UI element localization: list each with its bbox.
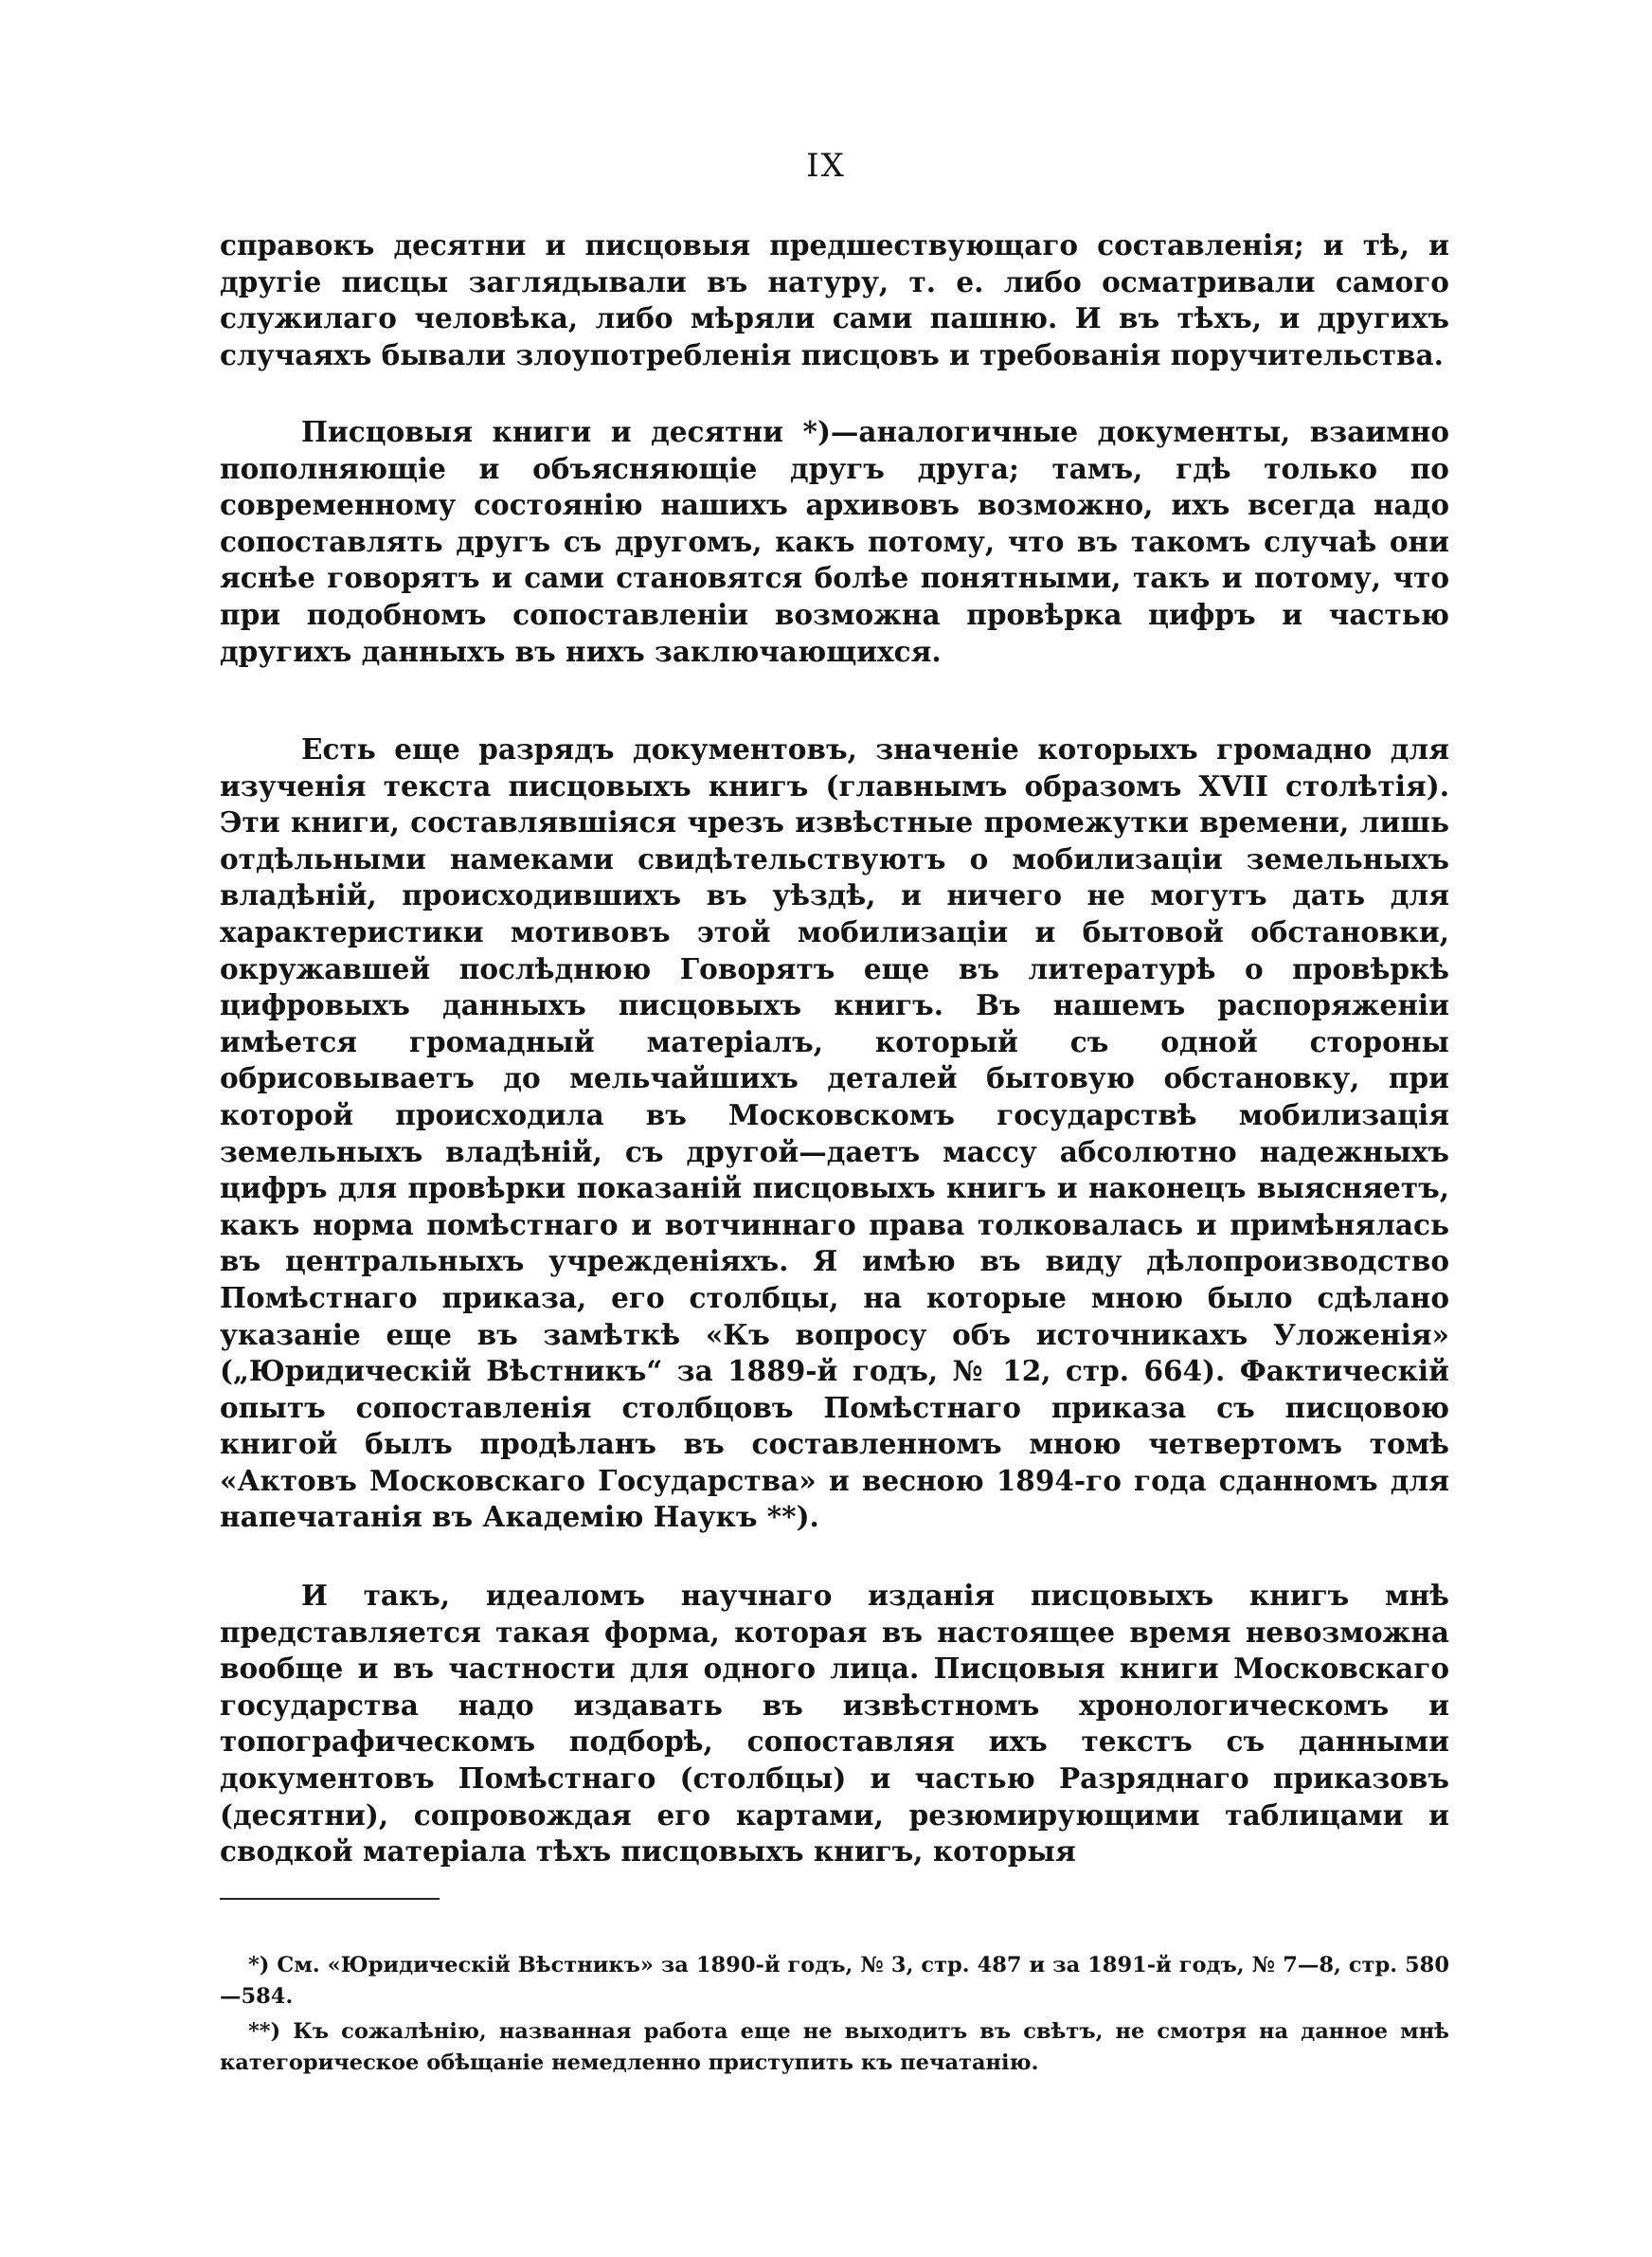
body-paragraph-4 <box>220 1578 1449 1870</box>
footnote-1 <box>220 1950 1449 2013</box>
paragraph-text: И такъ, идеаломъ научнаго изданія писцовыхъ книгъ мнѣ представляется такая форма, которая въ настоящее время невозможна вообще и въ частности для одного лица. Писцовыя книги Московскаго государства надо издавать въ извѣстномъ хронологическомъ и топографическомъ подборѣ, сопоставляя ихъ текстъ съ данными документовъ Помѣстнаго (столбцы) и частью Разряднаго приказовъ (десятни), сопровождая его картами, резюмирующими таблицами и сводкой матеріала тѣхъ писцовыхъ книгъ, которыя <box>220 1579 1449 1869</box>
footnote-marker: *) <box>248 1953 270 1977</box>
footnote-text: См. «Юридическій Вѣстникъ» за 1890-й годъ, № 3, стр. 487 и за 1891-й годъ, № 7—8, стр. 580—584. <box>220 1953 1449 2009</box>
page-number: IX <box>806 147 846 185</box>
paragraph-text: Есть еще разрядъ документовъ, значеніе которыхъ громадно для изученія текста писцовыхъ книгъ (главнымъ образомъ XVII столѣтія). Эти книги, составлявшіяся чрезъ извѣстные промежутки времени, лишь отдѣльными намеками свидѣтельствуютъ о мобилизаціи земельныхъ владѣній, происходившихъ въ уѣздѣ, и ничего не могутъ дать для характеристики мотивовъ этой мобилизаціи и бытовой обстановки, окружавшей послѣднюю Говорятъ еще въ литературѣ о провѣркѣ цифровыхъ данныхъ писцовыхъ книгъ. Въ нашемъ распоряженіи имѣется громадный матеріалъ, который съ одной стороны обрисовываетъ до мельчайшихъ деталей бытовую обстановку, при которой происходила въ Московскомъ государствѣ мобилизація земельныхъ владѣній, съ другой—даетъ массу абсолютно надежныхъ цифръ для провѣрки показаній писцовыхъ книгъ и наконецъ выясняетъ, какъ норма помѣстнаго и вотчиннаго права толковалась и примѣнялась въ центральныхъ учрежденіяхъ. Я имѣю въ виду дѣлопроизводство Помѣстнаго приказа, его столбцы, на которые мною было сдѣлано указаніе еще въ замѣткѣ «Къ вопросу объ источникахъ Уложенія» („Юридическій Вѣстникъ“ за 1889-й годъ, № 12, стр. 664). Фактическій опытъ сопоставленія столбцовъ Помѣстнаго приказа съ писцовою книгой былъ продѣланъ въ составленномъ мною четвертомъ томѣ «Актовъ Московскаго Государства» и весною 1894-го года сданномъ для напечатанія въ Академію Наукъ **). <box>220 732 1449 1534</box>
footnote-2 <box>220 2016 1449 2079</box>
body-paragraph-3 <box>220 731 1449 1536</box>
body-paragraph-1 <box>220 227 1449 373</box>
footnotes <box>220 1950 1449 2083</box>
footnote-text: Къ сожалѣнію, названная работа еще не выходитъ въ свѣтъ, не смотря на данное мнѣ категорическое обѣщаніе немедленно приступить къ печатанію. <box>220 2019 1449 2075</box>
footnote-marker: **) <box>248 2019 281 2044</box>
body-paragraph-2 <box>220 414 1449 670</box>
paragraph-text: справокъ десятни и писцовыя предшествующаго составленія; и тѣ, и другіе писцы заглядывали въ натуру, т. е. либо осматривали самого служилаго человѣка, либо мѣряли сами пашню. И въ тѣхъ, и другихъ случаяхъ бывали злоупотребленія писцовъ и требованія поручительства. <box>220 228 1449 371</box>
footnote-separator <box>220 1898 440 1900</box>
paragraph-text: Писцовыя книги и десятни *)—аналогичные документы, взаимно пополняющіе и объясняющіе другъ друга; тамъ, гдѣ только по современному состоянію нашихъ архивовъ возможно, ихъ всегда надо сопоставлять другъ съ другомъ, какъ потому, что въ такомъ случаѣ они яснѣе говорятъ и сами становятся болѣе понятными, такъ и потому, что при подобномъ сопоставленіи возможна провѣрка цифръ и частью другихъ данныхъ въ нихъ заключающихся. <box>220 415 1449 668</box>
